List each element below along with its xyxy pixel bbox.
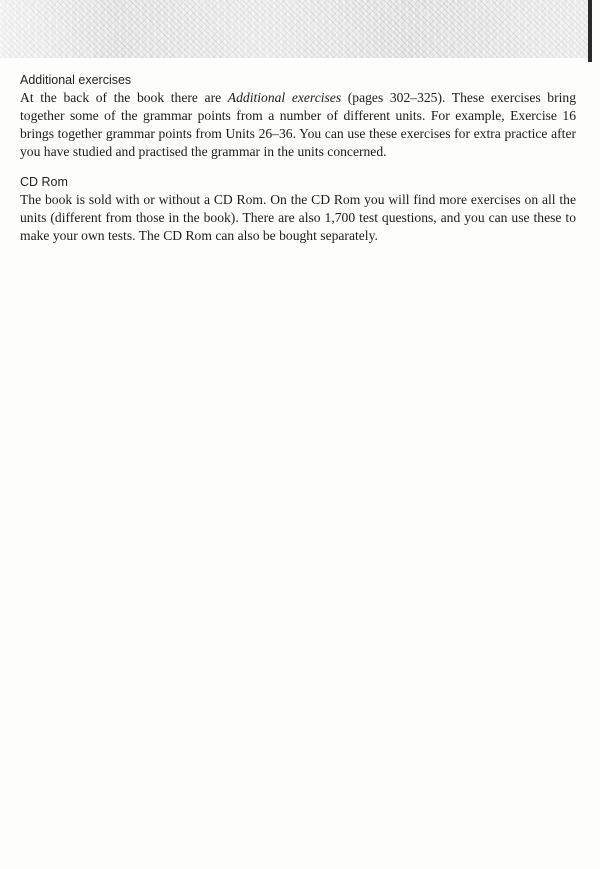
section-heading: CD Rom [20, 175, 68, 189]
body-text-part: (pages 302–325). These exercises bring together some of the grammar points from a number of different units. For example, Exercise 16 brings together grammar points from Units 26–36. You can use these exercises for extra practice after you have studied and practised the grammar in the units concerned. [20, 90, 576, 159]
body-text-italic: Additional exercises [227, 90, 342, 105]
section-body: The book is sold with or without a CD Rom. On the CD Rom you will find more exercises on all the units (different from those in the book). There are also 1,700 test questions, and you can use these to make your own tests. The CD Rom can also be bought separately. [20, 192, 576, 243]
section-cd-rom [20, 174, 576, 245]
body-text-part: At the back of the book there are [20, 90, 228, 105]
section-additional-exercises [20, 72, 576, 161]
section-body [20, 89, 576, 161]
page-content [20, 72, 576, 258]
page-edge-shadow [588, 0, 592, 62]
decorative-texture-band [0, 0, 588, 58]
section-heading: Additional exercises [20, 73, 132, 87]
